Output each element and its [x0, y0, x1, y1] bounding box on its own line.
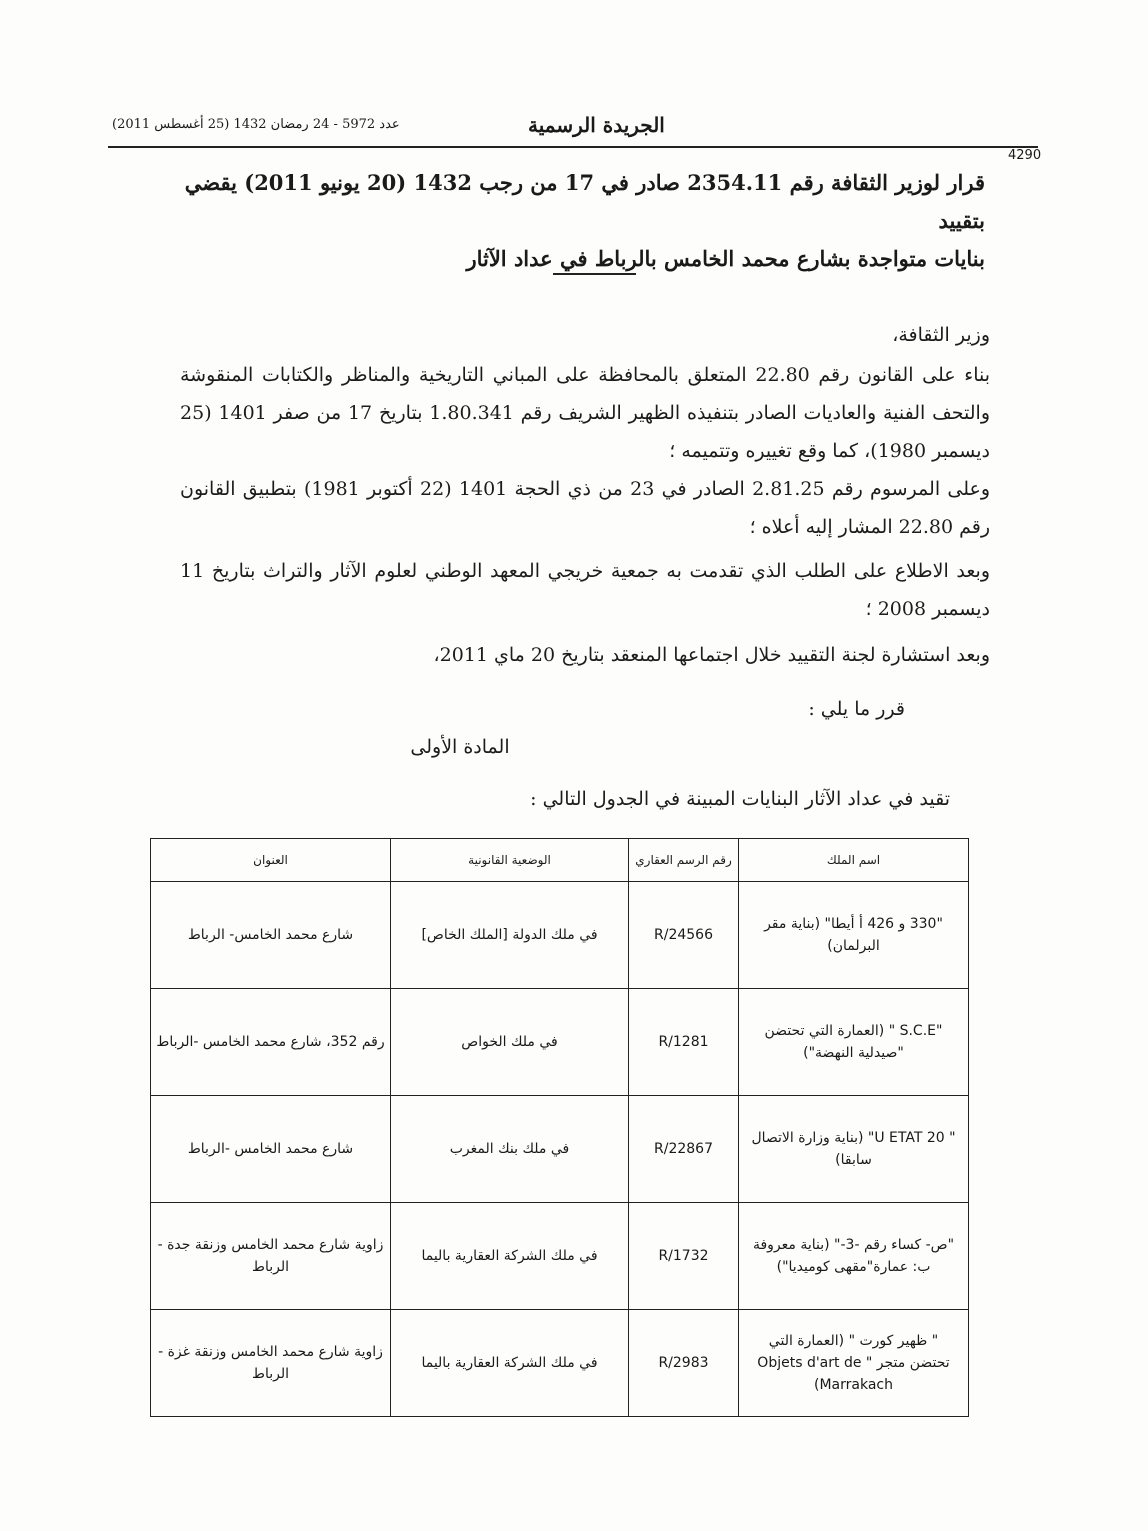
issue-info: عدد 5972 - 24 رمضان 1432 (25 أغسطس 2011): [112, 117, 400, 132]
table-header-row: [151, 839, 969, 882]
cell-land-ref: R/2983: [629, 1310, 739, 1417]
cell-legal-status: في ملك الشركة العقارية باليما: [391, 1203, 629, 1310]
cell-owner-name: "S.C.E " (العمارة التي تحتضن "صيدلية النهضة"): [739, 989, 969, 1096]
cell-legal-status: في ملك بنك المغرب: [391, 1096, 629, 1203]
header-land-ref: رقم الرسم العقاري: [629, 839, 739, 882]
table-row: [151, 1310, 969, 1417]
cell-owner-name: " ظهير كورت " (العمارة التي تحتضن متجر " Objets d'art de Marrakach): [739, 1310, 969, 1417]
table-row: [151, 1203, 969, 1310]
cell-address: زاوية شارع محمد الخامس وزنقة جدة - الرباط: [151, 1203, 391, 1310]
cell-legal-status: في ملك الدولة [الملك الخاص]: [391, 882, 629, 989]
cell-address: شارع محمد الخامس- الرباط: [151, 882, 391, 989]
salutation: وزير الثقافة،: [892, 324, 990, 346]
monuments-table: [150, 838, 969, 1417]
header-legal-status: الوضعية القانونية: [391, 839, 629, 882]
cell-owner-name: "ص- كساء رقم -3-" (بناية معروفة ب: عمارة"مقهى كوميديا"): [739, 1203, 969, 1310]
article-heading: المادة الأولى: [410, 736, 510, 758]
gazette-title: الجريدة الرسمية: [528, 113, 665, 137]
paragraph-request: وبعد الاطلاع على الطلب الذي تقدمت به جمعية خريجي المعهد الوطني لعلوم الآثار والتراث بتاريخ 11 ديسمبر 2008 ؛: [180, 560, 990, 620]
cell-owner-name: "330 و 426 أ أيطا" (بناية مقر البرلمان): [739, 882, 969, 989]
decree-title-line-2: بنايات متواجدة بشارع محمد الخامس بالرباط في عداد الآثار: [466, 246, 985, 271]
cell-address: زاوية شارع محمد الخامس وزنقة غزة - الرباط: [151, 1310, 391, 1417]
paragraph-law: بناء على القانون رقم 22.80 المتعلق بالمحافظة على المباني التاريخية والمناظر والكتابات المنقوشة والتحف الفنية والعاديات الصادر بتنفيذه الظهير الشريف رقم 1.80.341 بتاريخ 17 من صفر 1401 (25 ديسمبر 1980)، كما وقع تغييره وتتميمه ؛: [180, 364, 991, 462]
header-address: العنوان: [151, 839, 391, 882]
cell-legal-status: في ملك الخواص: [391, 989, 629, 1096]
cell-land-ref: R/24566: [629, 882, 739, 989]
paragraph-committee: وبعد استشارة لجنة التقييد خلال اجتماعها المنعقد بتاريخ 20 ماي 2011،: [433, 644, 990, 666]
table-row: [151, 882, 969, 989]
cell-address: شارع محمد الخامس -الرباط: [151, 1096, 391, 1203]
page-number: 4290: [1008, 148, 1042, 163]
cell-address: رقم 352، شارع محمد الخامس -الرباط: [151, 989, 391, 1096]
cell-legal-status: في ملك الشركة العقارية باليما: [391, 1310, 629, 1417]
table-row: [151, 1096, 969, 1203]
article-text: تقيد في عداد الآثار البنايات المبينة في الجدول التالي :: [530, 788, 950, 810]
cell-land-ref: R/1732: [629, 1203, 739, 1310]
decides-line: قرر ما يلي :: [808, 698, 905, 720]
cell-land-ref: R/22867: [629, 1096, 739, 1203]
cell-owner-name: " U ETAT 20" (بناية وزارة الاتصال سابقا): [739, 1096, 969, 1203]
decree-title-line-1: قرار لوزير الثقافة رقم 2354.11 صادر في 17 من رجب 1432 (20 يونيو 2011) يقضي بتقييد: [184, 170, 985, 233]
cell-land-ref: R/1281: [629, 989, 739, 1096]
header-owner-name: اسم الملك: [739, 839, 969, 882]
table-row: [151, 989, 969, 1096]
paragraph-decree: وعلى المرسوم رقم 2.81.25 الصادر في 23 من ذي الحجة 1401 (22 أكتوبر 1981) بتطبيق القانون رقم 22.80 المشار إليه أعلاه ؛: [180, 478, 991, 538]
